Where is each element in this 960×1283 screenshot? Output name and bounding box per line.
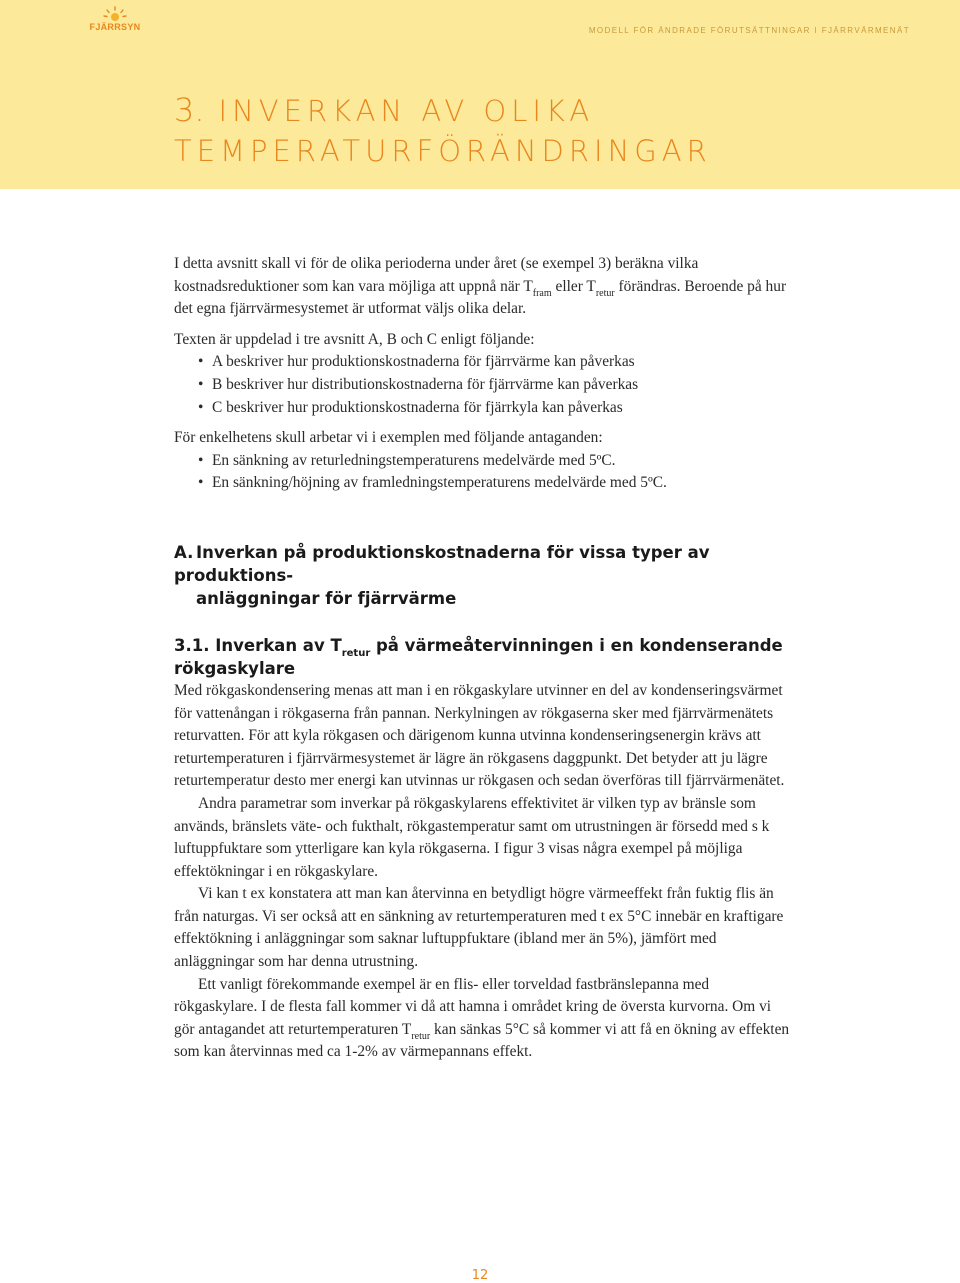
subscript-fram: fram (532, 287, 552, 299)
subsection-heading (174, 634, 794, 680)
list-item: • En sänkning av returledningstemperaturens medelvärde med 5ºC. (174, 450, 794, 473)
chapter-number: 3. (174, 91, 205, 129)
body-paragraph: Vi kan t ex konstatera att man kan återvinna en betydligt högre värmeeffekt från fuktig flis än från naturgas. Vi ser också att en sänkning av returtemperaturen med t ex 5°C innebär en kraftigare effektökning i anläggningar som saknar luftuppfuktare (ibland mer än 5%), jämfört med anläggningar som har denna utrustning. (174, 885, 784, 971)
subscript-retur: retur (341, 647, 371, 659)
chapter-title (174, 90, 914, 171)
intro-text-a: I detta avsnitt skall vi för de olika perioderna under året (se exempel 3) beräkna vilka kostnadsreduktioner som kan vara möjliga att uppnå när T (174, 255, 699, 295)
structure-paragraph: Texten är uppdelad i tre avsnitt A, B och C enligt följande: (174, 330, 535, 348)
subscript-retur: retur (411, 1030, 431, 1042)
page-number: 12 (471, 1268, 489, 1283)
list-item: • B beskriver hur distributionskostnaderna för fjärrvärme kan påverkas (174, 374, 794, 397)
body-text-b: kan sänkas 5°C så kommer vi att få en ökning av effekten som kan återvinnas med ca 1-2% av värmepannans effekt. (174, 1020, 790, 1061)
subscript-retur: retur (595, 287, 615, 299)
intro-text-b: eller T (551, 277, 596, 295)
chapter-title-line2: TEMPERATURFÖRÄNDRINGAR (174, 134, 712, 168)
body-text-a: Ett vanligt förekommande exempel är en flis- eller torveldad fastbränslepanna med rökgaskylare. I de flesta fall kommer vi då att hamna i området kring de översta kurvorna. Om vi gör antagandet att returtemperaturen T (174, 975, 772, 1038)
section-letter: A. (174, 542, 194, 562)
logo-text: FJÄRRSYN (89, 22, 141, 32)
section-a-heading (174, 541, 794, 610)
list-item: • En sänkning/höjning av framledningstemperaturens medelvärde med 5ºC. (174, 472, 794, 495)
sun-icon (102, 6, 128, 22)
list-item: • C beskriver hur produktionskostnaderna för fjärrkyla kan påverkas (174, 397, 794, 420)
body-paragraph: Andra parametrar som inverkar på rökgaskylarens effektivitet är vilken typ av bränsle som används, bränslets väte- och fukthalt, rökgastemperatur samt om utrustningen är försedd med s k luftuppfuktare som ytterligare kan kyla rökgaserna. I figur 3 visas några exempel på möjliga effektökningar i en rökgaskylare. (174, 794, 770, 880)
intro-text-c: förändras. Beroende på hur det egna fjärrvärmesystemet är utformat väljs olika delar. (174, 277, 787, 318)
subsection-title-a: 3.1. Inverkan av T (174, 635, 342, 655)
running-head: MODELL FÖR ÄNDRADE FÖRUTSÄTTNINGAR I FJÄRRVÄRMENÄT (588, 26, 910, 35)
section-a-line1: Inverkan på produktionskostnaderna för vissa typer av produktions- (174, 542, 710, 585)
fjarrsyn-logo (88, 6, 142, 32)
assumptions-paragraph: För enkelhetens skull arbetar vi i exemplen med följande antaganden: (174, 429, 603, 447)
section-a-line2: anläggningar för fjärrvärme (196, 588, 457, 608)
subsection-title-b: på värmeåtervinningen i en kondenserande rökgaskylare (174, 635, 783, 678)
chapter-title-line1: INVERKAN AV OLIKA (218, 94, 595, 128)
body-paragraph: Med rökgaskondensering menas att man i en rökgaskylare utvinner en del av kondenseringsvärmet för vattenångan i rökgaserna från pannan. Nerkylningen av rökgaserna sker med fjärrvärmenätets returvatten. För att kyla rökgasen och därigenom kunna utvinna kondenseringsenergin krävs att returtemperaturen i fjärrvärmesystemet är lägre än rökgasens daggpunkt. Det betyder att ju lägre returtemperatur desto mer energi kan utvinnas ur rökgasen och sedan överföras till fjärrvärmenätet. (174, 681, 785, 790)
main-content (174, 253, 794, 1064)
structure-list (174, 351, 794, 419)
body-paragraph (174, 974, 794, 1064)
list-item: • A beskriver hur produktionskostnaderna för fjärrvärme kan påverkas (174, 351, 794, 374)
intro-paragraph (174, 253, 794, 321)
assumptions-list (174, 450, 794, 495)
